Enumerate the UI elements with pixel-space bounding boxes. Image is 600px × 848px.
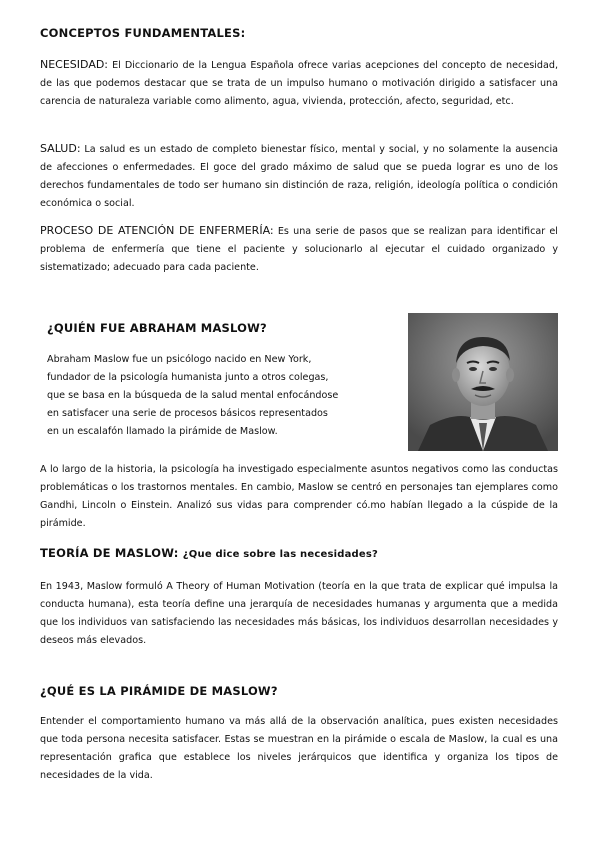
paragraph-teoria: En 1943, Maslow formuló A Theory of Human Motivation (teoría en la que trata de explicar qué impulsa la conducta humana), esta teoría define una jerarquía de necesidades humanas y argumenta que a medida que los individuos van satisfaciendo las necesidades más básicas, los individuos desarrollan necesidades y deseos más elevados. — [40, 581, 558, 646]
heading-que-es-piramide: ¿QUÉ ES LA PIRÁMIDE DE MASLOW? — [40, 684, 278, 698]
paragraph-piramide: Entender el comportamiento humano va más allá de la observación analítica, pues existen necesidades que toda persona necesita satisfacer. Estas se muestran en la pirámide o escala de Maslow, la cual es una representación grafica que establece los niveles jerárquicos que identifica y organiza los tipos de necesidades de la vida. — [40, 716, 558, 781]
paragraph-historia: A lo largo de la historia, la psicología ha investigado especialmente asuntos negativos como las conductas problemáticas o los trastornos mentales. En cambio, Maslow se centró en personajes tan ejemplares como Gandhi, Lincoln o Einstein. Analizó sus vidas para comprender có.mo habían llegado a la cúspide de la pirámide. — [40, 464, 558, 529]
bio-line: en un escalafón llamado la pirámide de Maslow. — [47, 426, 278, 437]
maslow-portrait-photo — [408, 313, 558, 451]
bio-line: que se basa en la búsqueda de la salud mental enfocándose — [47, 390, 339, 401]
bio-line: en satisfacer una serie de procesos básicos representados — [47, 408, 328, 419]
heading-quien-fue-maslow: ¿QUIÉN FUE ABRAHAM MASLOW? — [47, 321, 267, 335]
term-salud: SALUD: — [40, 142, 81, 155]
text-proceso: Es una serie de pasos que se realizan para identificar el problema de enfermería que tiene el paciente y solucionarlo al ejecutar el cuidado organizado y sistematizado; adecuado para cada paciente. — [40, 226, 558, 273]
bio-line: Abraham Maslow fue un psicólogo nacido en New York, — [47, 354, 312, 365]
paragraph-salud — [40, 140, 558, 213]
heading-teoria — [40, 546, 378, 560]
paragraph-maslow-bio — [47, 351, 397, 441]
paragraph-proceso — [40, 222, 558, 277]
teoria-subtitle: ¿Que dice sobre las necesidades? — [182, 549, 379, 560]
portrait-illustration — [408, 313, 558, 451]
teoria-title: TEORÍA DE MASLOW: — [40, 546, 179, 560]
term-proceso: PROCESO DE ATENCIÓN DE ENFERMERÍA: — [40, 224, 274, 237]
text-necesidad: El Diccionario de la Lengua Española ofrece varias acepciones del concepto de necesidad, de las que podemos destacar que se trata de un impulso humano o motivación dirigido a satisfacer una carencia de naturaleza variable como alimento, agua, vivienda, protección, afecto, seguridad, etc. — [40, 60, 558, 107]
bio-line: fundador de la psicología humanista junto a otros colegas, — [47, 372, 329, 383]
paragraph-necesidad — [40, 56, 558, 111]
heading-conceptos: CONCEPTOS FUNDAMENTALES: — [40, 26, 246, 40]
term-necesidad: NECESIDAD: — [40, 58, 109, 71]
text-salud: La salud es un estado de completo bienestar físico, mental y social, y no solamente la ausencia de afecciones o enfermedades. El goce del grado máximo de salud que se pueda lograr es uno de los derechos fundamentales de todo ser humano sin distinción de raza, religión, ideología política o condición económica o social. — [40, 144, 558, 209]
